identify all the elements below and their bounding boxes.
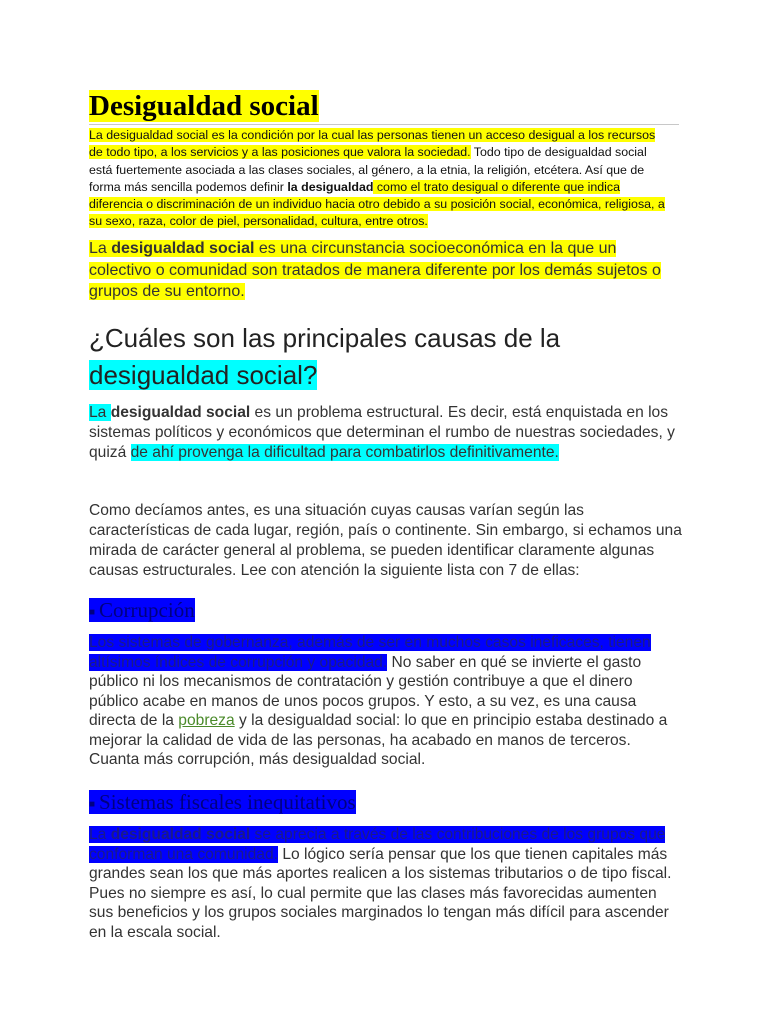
section-heading-corruption-highlight xyxy=(89,598,195,622)
bullet-icon: ■ xyxy=(89,798,96,810)
section-heading-corruption xyxy=(89,598,195,625)
structural-highlight: de ahí provenga la dificultad para combatirlos definitivamente. xyxy=(130,444,559,461)
fiscal-text: Lo lógico sería pensar que los que tienen capitales más grandes sean los que más aportes realicen a los sistemas tributarios o de tipo fiscal. Pues no siempre es así, lo cual permite que las clases más favorecidas aumenten sus beneficios y los grupos sociales marginados lo tengan más difícil para ascender en la escala social. xyxy=(89,845,672,941)
corruption-text-2: y la desigualdad social: lo que en principio estaba destinado a mejorar la calidad de vida de las personas, ha acabado en manos de terceros. Cuanta más corrupción, más desigualdad social. xyxy=(89,712,668,768)
intro-bold: la desigualdad xyxy=(287,179,374,194)
title-block xyxy=(89,90,679,125)
section-heading-fiscal xyxy=(89,790,356,817)
fiscal-highlight-post: se aprecia a través de las contribuciones de los grupos que conforman una comunidad. xyxy=(89,826,666,863)
structural-text: es un problema estructural. Es decir, está enquistada en los sistemas políticos y económicos que determinan el rumbo de nuestras sociedades, y quizá xyxy=(89,404,675,461)
section-heading-fiscal-highlight xyxy=(89,790,356,814)
intro-highlight-2: como el trato desigual o diferente que indica diferencia o discriminación de un individuo hacia otro debido a su posición social, económica, religiosa, a su sexo, raza, color de piel, personalidad, cultura, entre otros. xyxy=(89,179,665,229)
section-heading-fiscal-text: Sistemas fiscales inequitativos xyxy=(99,790,356,814)
definition-post: es una circunstancia socioeconómica en la que un colectivo o comunidad son tratados de manera diferente por los demás sujetos o grupos de su entorno. xyxy=(89,240,661,300)
fiscal-paragraph xyxy=(89,825,684,942)
intro-highlight-1: La desigualdad social es la condición por la cual las personas tienen un acceso desigual a los recursos de todo tipo, a los servicios y a las posiciones que valora la sociedad. xyxy=(89,128,656,160)
pobreza-link[interactable]: pobreza xyxy=(178,712,235,729)
corruption-highlight: Los sistemas de gobernanza, además de ser en muchos casos ineficaces, tienen altísimos índices de corrupción y opacidad. xyxy=(89,634,651,671)
fiscal-bold: desigualdad social xyxy=(110,826,251,843)
bullet-icon: ■ xyxy=(89,606,96,618)
intro-paragraph xyxy=(89,127,671,231)
causes-heading xyxy=(89,320,689,394)
causes-intro-paragraph: Como decíamos antes, es una situación cuyas causas varían según las características de cada lugar, región, país o continente. Sin embargo, si echamos una mirada de carácter general al problema, se pueden identificar claramente algunas causas estructurales. Lee con atención la siguiente lista con 7 de ellas: xyxy=(89,502,682,579)
section-heading-corruption-text: Corrupción xyxy=(99,598,195,622)
causes-heading-text: ¿Cuáles son las principales causas de la xyxy=(89,323,561,353)
causes-heading-highlight: desigualdad social? xyxy=(89,360,318,390)
page-title: Desigualdad social xyxy=(89,90,319,122)
corruption-paragraph xyxy=(89,633,684,770)
intro-text-1: Todo tipo de desigualdad social está fuertemente asociada a las clases sociales, al género, a la etnia, la religión, etcétera. Así que de forma más sencilla podemos definir xyxy=(89,145,647,194)
structural-paragraph xyxy=(89,403,679,463)
definition-bold: desigualdad social xyxy=(111,240,255,257)
definition-pre: La xyxy=(89,240,112,257)
definition-highlight xyxy=(89,240,661,300)
fiscal-highlight-pre: La xyxy=(89,826,111,843)
corruption-text-1: No saber en qué se invierte el gasto público ni los mecanismos de contratación y gestión contribuye a que el dinero público acabe en manos de unos pocos grupos. Y esto, a su vez, es una causa directa de la xyxy=(89,653,642,729)
definition-paragraph xyxy=(89,238,679,303)
structural-highlight-pre: La xyxy=(89,404,111,421)
structural-bold: desigualdad social xyxy=(110,404,251,421)
